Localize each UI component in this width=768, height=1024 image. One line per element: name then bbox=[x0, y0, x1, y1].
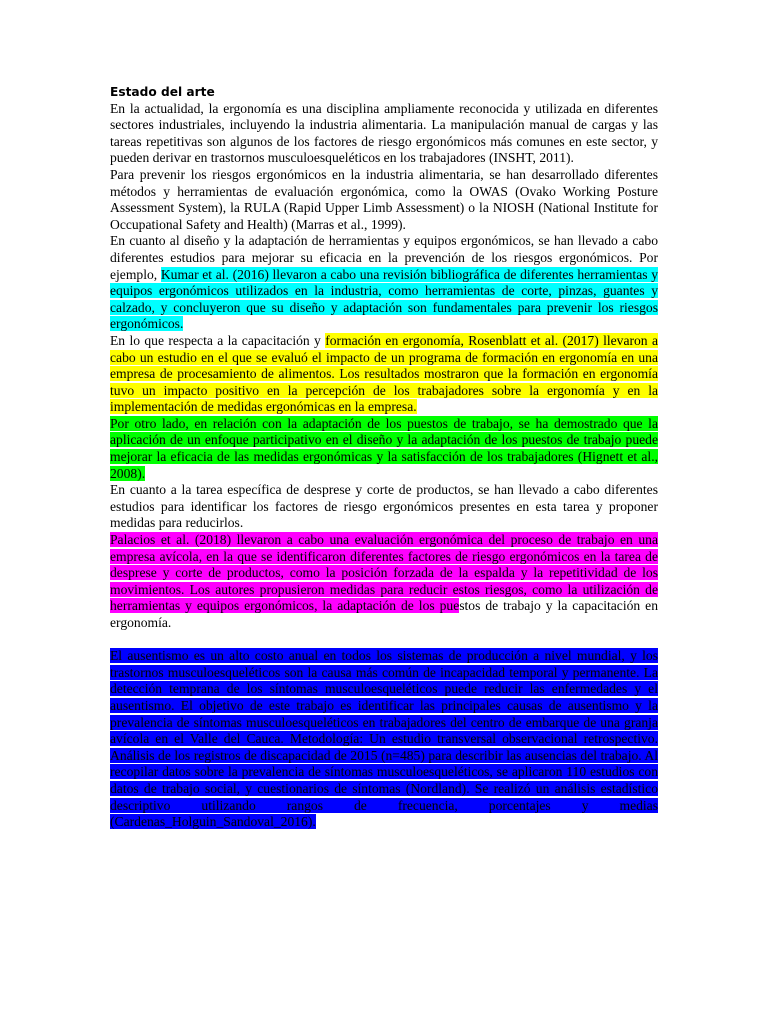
paragraph-training-text: En lo que respecta a la capacitación y bbox=[110, 332, 326, 348]
highlight-yellow: formación en ergonomía, Rosenblatt et al. (2017) llevaron a cabo un estudio en el que se evaluó el impacto de un programa de formación en ergonomía en una empresa de procesamiento de alimentos. Los resultados mostraron que la formación en ergonomía tuvo un impacto positivo en la percepción de los trabajadores sobre la ergonomía y en la implementación de medidas ergonómicas en la empresa. bbox=[110, 332, 658, 415]
blank-line bbox=[110, 632, 658, 649]
highlight-magenta: Palacios et al. (2018) llevaron a cabo una evaluación ergonómica del proceso de trabajo en una empresa avícola, en la que se identificaron diferentes factores de riesgo ergonómicos en la tarea de desprese y corte de productos, como la posición forzada de la espalda y la repetitividad de los movimientos. Los autores propusieron medidas para reducir estos riesgos, como la utilización de herramientas y equipos ergonómicos, la adaptación de los pue bbox=[110, 532, 658, 614]
paragraph-desprese: En cuanto a la tarea específica de desprese y corte de productos, se han llevado a cabo diferentes estudios para identificar los factores de riesgo ergonómicos presentes en esta tarea y proponer medidas para reducirlos. bbox=[110, 482, 658, 531]
paragraph-tools bbox=[110, 233, 658, 333]
paragraph-palacios-tail: stos de trabajo y la capacitación en ergonomía. bbox=[110, 598, 658, 630]
document-page bbox=[110, 84, 658, 831]
section-heading: Estado del arte bbox=[110, 85, 215, 99]
paragraph-methods: Para prevenir los riesgos ergonómicos en la industria alimentaria, se han desarrollado diferentes métodos y herramientas de evaluación ergonómica, como la OWAS (Ovako Working Posture Assessment System), la RULA (Rapid Upper Limb Assessment) o la NIOSH (National Institute for Occupational Safety and Health) (Marras et al., 1999). bbox=[110, 166, 658, 232]
paragraph-workstations bbox=[110, 416, 658, 482]
paragraph-intro: En la actualidad, la ergonomía es una disciplina ampliamente reconocida y utilizada en diferentes sectores industriales, incluyendo la industria alimentaria. La manipulación manual de cargas y las tareas repetitivas son algunos de los factores de riesgo ergonómicos más comunes en este sector, y pueden derivar en trastornos musculoesqueléticos en los trabajadores (INSHT, 2011). bbox=[110, 100, 658, 166]
paragraph-ausentismo bbox=[110, 648, 658, 831]
paragraph-training bbox=[110, 333, 658, 416]
paragraph-tools-text: En cuanto al diseño y la adaptación de herramientas y equipos ergonómicos, se han llevado a cabo diferentes estudios para mejorar su eficacia en la prevención de los riesgos ergonómicos. Por ejemplo, bbox=[110, 233, 658, 282]
paragraph-palacios bbox=[110, 532, 658, 632]
highlight-blue: El ausentismo es un alto costo anual en todos los sistemas de producción a nivel mundial, y los trastornos musculoesqueléticos son la causa más común de incapacidad temporal y permanente. La detección temprana de los síntomas musculoesqueléticos puede reducir las enfermedades y el ausentismo. El objetivo de este trabajo es identificar las principales causas de ausentismo y la prevalencia de síntomas musculoesqueléticos en trabajadores del centro de embarque de una granja avícola en el Valle del Cauca. Metodología: Un estudio transversal observacional retrospectivo. Análisis de los registros de discapacidad de 2015 (n=485) para describir las ausencias del trabajo. Al recopilar datos sobre la prevalencia de síntomas musculoesqueléticos, se aplicaron 110 estudios con datos de trabajo social, y cuestionarios de síntomas (Nordland). Se realizó un análisis estadístico descriptivo utilizando rangos de frecuencia, porcentajes y medias (Cardenas_Holguin_Sandoval_2016). bbox=[110, 648, 658, 830]
highlight-green: Por otro lado, en relación con la adaptación de los puestos de trabajo, se ha demostrado que la aplicación de un enfoque participativo en el diseño y la adaptación de los puestos de trabajo puede mejorar la eficacia de las medidas ergonómicas y la satisfacción de los trabajadores (Hignett et al., 2008). bbox=[110, 415, 658, 481]
highlight-cyan: Kumar et al. (2016) llevaron a cabo una revisión bibliográfica de diferentes herramientas y equipos ergonómicos utilizados en la industria, como herramientas de corte, pinzas, guantes y calzado, y concluyeron que su diseño y adaptación son fundamentales para prevenir los riesgos ergonómicos. bbox=[110, 266, 658, 332]
